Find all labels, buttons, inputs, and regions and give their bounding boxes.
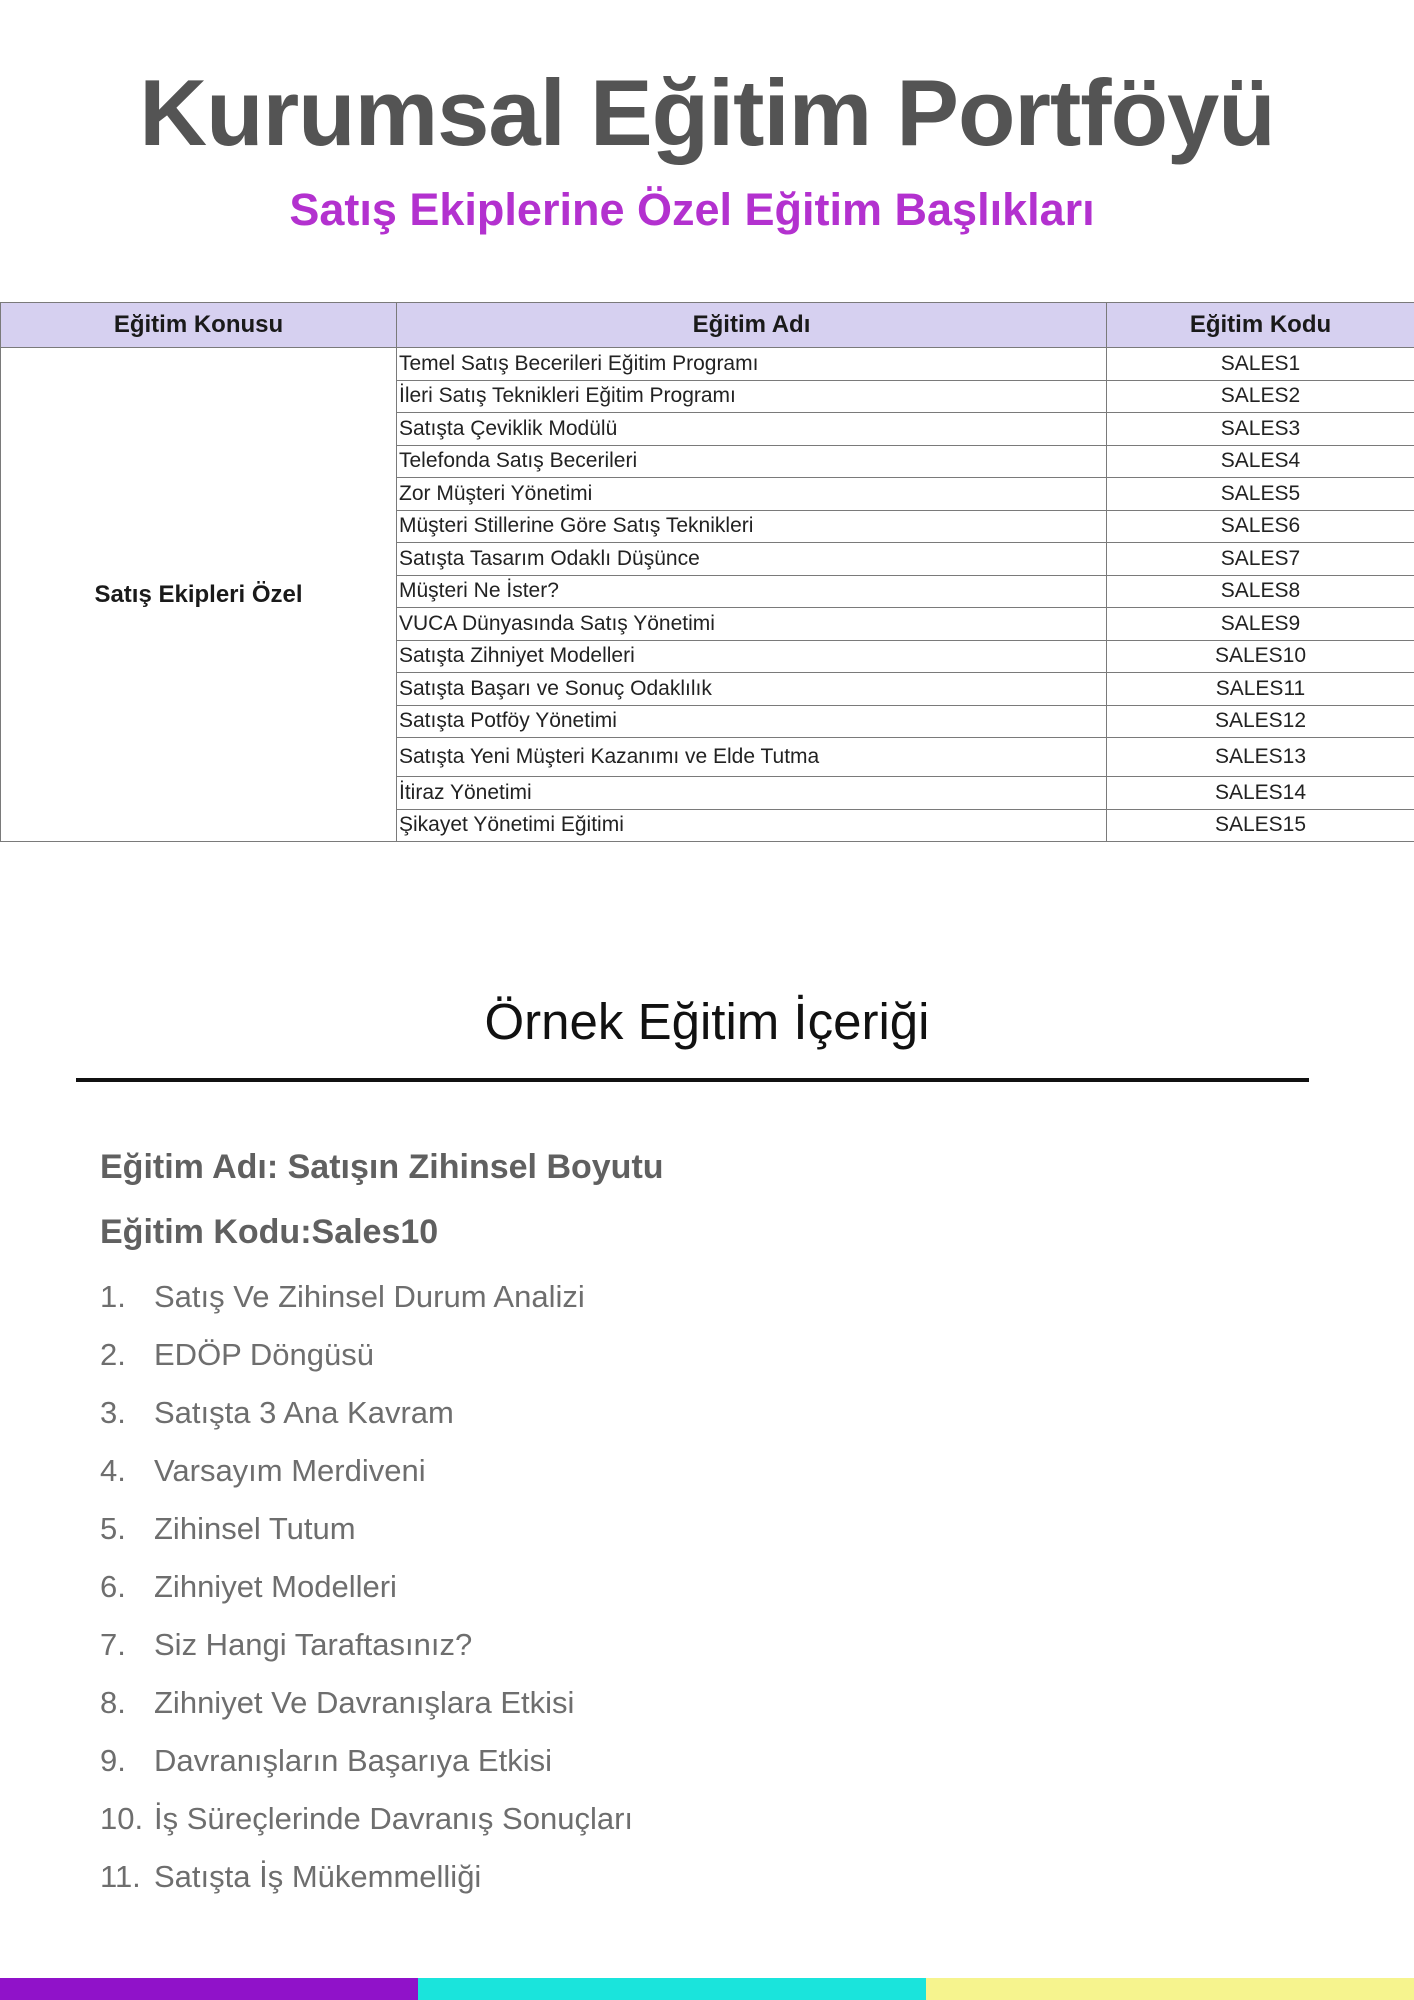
- list-item: [100, 1326, 633, 1384]
- list-item-number: 6.: [100, 1569, 126, 1604]
- training-name-cell: Satışta Tasarım Odaklı Düşünce: [397, 543, 1107, 576]
- table-row: [1, 348, 1414, 381]
- list-item-number: 2.: [100, 1337, 126, 1372]
- list-item-number: 5.: [100, 1511, 126, 1546]
- list-item: [100, 1616, 633, 1674]
- list-item-number: 3.: [100, 1395, 126, 1430]
- training-name-cell: İtiraz Yönetimi: [397, 777, 1107, 810]
- list-item: [100, 1442, 633, 1500]
- training-code-label: Eğitim Kodu:Sales10: [100, 1213, 439, 1251]
- list-item-text: Varsayım Merdiveni: [154, 1453, 426, 1488]
- list-item-number: 8.: [100, 1685, 126, 1720]
- sample-content-heading: Örnek Eğitim İçeriği: [484, 993, 930, 1050]
- training-name-cell: Satışta Başarı ve Sonuç Odaklılık: [397, 673, 1107, 706]
- training-name-cell: Satışta Çeviklik Modülü: [397, 413, 1107, 446]
- column-header-name: Eğitim Adı: [397, 303, 1107, 348]
- section-divider: [76, 1078, 1309, 1082]
- list-item-text: Zihniyet Modelleri: [154, 1569, 397, 1604]
- list-item-number: 7.: [100, 1627, 126, 1662]
- training-name-cell: Müşteri Stillerine Göre Satış Teknikleri: [397, 510, 1107, 543]
- training-code-cell: SALES11: [1107, 673, 1414, 706]
- training-name-cell: Müşteri Ne İster?: [397, 575, 1107, 608]
- training-catalog-table: [0, 302, 1414, 842]
- training-code-cell: SALES1: [1107, 348, 1414, 381]
- page-title: Kurumsal Eğitim Portföyü: [139, 60, 1275, 165]
- list-item-text: Satışta İş Mükemmelliği: [154, 1859, 482, 1894]
- list-item-text: Satış Ve Zihinsel Durum Analizi: [154, 1279, 585, 1314]
- list-item-number: 9.: [100, 1743, 126, 1778]
- training-code-cell: SALES12: [1107, 705, 1414, 738]
- training-code-cell: SALES4: [1107, 445, 1414, 478]
- list-item-number: 11.: [100, 1859, 141, 1894]
- training-name-cell: İleri Satış Teknikleri Eğitim Programı: [397, 380, 1107, 413]
- list-item-number: 4.: [100, 1453, 126, 1488]
- training-code-cell: SALES5: [1107, 478, 1414, 511]
- list-item-text: Davranışların Başarıya Etkisi: [154, 1743, 552, 1778]
- training-code-cell: SALES9: [1107, 608, 1414, 641]
- training-code-cell: SALES14: [1107, 777, 1414, 810]
- training-code-cell: SALES2: [1107, 380, 1414, 413]
- footer-color-bar-cyan: [418, 1978, 926, 2000]
- list-item-text: Siz Hangi Taraftasınız?: [154, 1627, 473, 1662]
- list-item-text: Zihinsel Tutum: [154, 1511, 356, 1546]
- training-name-cell: Temel Satış Becerileri Eğitim Programı: [397, 348, 1107, 381]
- column-header-code: Eğitim Kodu: [1107, 303, 1414, 348]
- list-item: [100, 1558, 633, 1616]
- training-name-cell: Şikayet Yönetimi Eğitimi: [397, 809, 1107, 842]
- training-name-label: Eğitim Adı: Satışın Zihinsel Boyutu: [100, 1148, 664, 1186]
- list-item-text: Satışta 3 Ana Kavram: [154, 1395, 454, 1430]
- list-item: [100, 1384, 633, 1442]
- page-subtitle: Satış Ekiplerine Özel Eğitim Başlıkları: [289, 184, 1095, 235]
- training-code-cell: SALES6: [1107, 510, 1414, 543]
- list-item: [100, 1790, 633, 1848]
- training-code-cell: SALES10: [1107, 640, 1414, 673]
- topic-cell: Satış Ekipleri Özel: [1, 348, 397, 842]
- list-item: [100, 1500, 633, 1558]
- list-item-text: Zihniyet Ve Davranışlara Etkisi: [154, 1685, 575, 1720]
- training-code-cell: SALES7: [1107, 543, 1414, 576]
- training-code-cell: SALES8: [1107, 575, 1414, 608]
- training-code-cell: SALES13: [1107, 738, 1414, 777]
- list-item-number: 10.: [100, 1801, 144, 1836]
- training-name-cell: VUCA Dünyasında Satış Yönetimi: [397, 608, 1107, 641]
- list-item-text: EDÖP Döngüsü: [154, 1337, 374, 1372]
- training-name-cell: Satışta Yeni Müşteri Kazanımı ve Elde Tutma: [397, 738, 1107, 777]
- training-outline-list: [100, 1268, 633, 1906]
- training-name-cell: Telefonda Satış Becerileri: [397, 445, 1107, 478]
- footer-color-bar-yellow: [926, 1978, 1414, 2000]
- list-item: [100, 1674, 633, 1732]
- training-name-cell: Satışta Potföy Yönetimi: [397, 705, 1107, 738]
- column-header-topic: Eğitim Konusu: [1, 303, 397, 348]
- list-item: [100, 1848, 633, 1906]
- list-item-text: İş Süreçlerinde Davranış Sonuçları: [154, 1801, 634, 1836]
- training-code-cell: SALES3: [1107, 413, 1414, 446]
- training-name-cell: Zor Müşteri Yönetimi: [397, 478, 1107, 511]
- footer-color-bar-purple: [0, 1978, 418, 2000]
- list-item-number: 1.: [100, 1279, 126, 1314]
- training-code-cell: SALES15: [1107, 809, 1414, 842]
- table-header-row: [1, 303, 1414, 348]
- list-item: [100, 1732, 633, 1790]
- training-name-cell: Satışta Zihniyet Modelleri: [397, 640, 1107, 673]
- list-item: [100, 1268, 633, 1326]
